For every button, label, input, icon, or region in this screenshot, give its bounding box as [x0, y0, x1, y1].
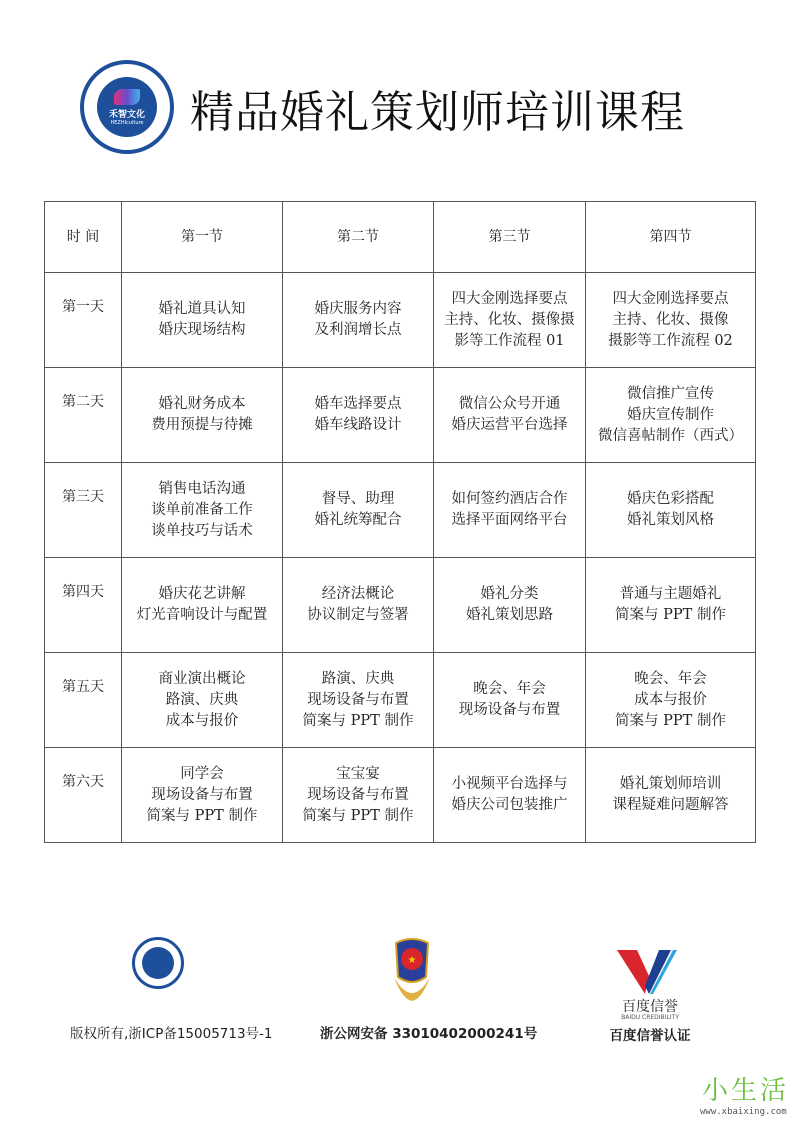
session-cell [122, 273, 283, 368]
session-topic: 督导、助理 [321, 491, 395, 507]
column-header: 时 间 [45, 202, 122, 273]
footer-company-logo [132, 937, 184, 989]
session-topic: 谈单技巧与话术 [151, 522, 253, 539]
watermark [690, 1070, 789, 1117]
session-cell [586, 653, 756, 748]
session-cell [434, 558, 586, 653]
session-cell [122, 748, 283, 843]
session-cell [586, 368, 756, 463]
session-topic: 简案与 PPT 制作 [302, 807, 414, 824]
column-header: 第一节 [122, 202, 283, 273]
session-topic: 经济法概论 [321, 586, 395, 602]
session-cell [434, 748, 586, 843]
session-topic: 婚庆运营平台选择 [451, 417, 568, 433]
session-cell [586, 463, 756, 558]
session-topic: 四大金刚选择要点 [612, 290, 729, 307]
session-cell [283, 273, 434, 368]
day-label: 第三天 [45, 463, 122, 558]
session-topic: 商业演出概论 [158, 670, 246, 687]
session-topic: 婚车线路设计 [314, 417, 402, 433]
table-row [45, 748, 756, 843]
session-cell [434, 273, 586, 368]
session-topic: 主持、化妆、摄像摄 [444, 311, 575, 328]
day-label: 第五天 [45, 653, 122, 748]
session-topic: 婚礼道具认知 [158, 301, 246, 317]
session-topic: 协议制定与签署 [307, 607, 409, 623]
day-label: 第四天 [45, 558, 122, 653]
session-topic: 摄影等工作流程 02 [608, 332, 733, 349]
session-cell [586, 558, 756, 653]
session-topic: 现场设备与布置 [307, 691, 409, 708]
baidu-credibility-logo [617, 950, 681, 994]
day-label: 第一天 [45, 273, 122, 368]
baidu-logo-text: 百度信誉 [622, 999, 678, 1015]
session-topic: 婚礼策划师培训 [619, 776, 722, 792]
session-cell [122, 558, 283, 653]
watermark-text: 小生活 [702, 1076, 790, 1106]
session-topic: 主持、化妆、摄像 [612, 311, 729, 328]
session-topic: 四大金刚选择要点 [451, 290, 568, 307]
column-header: 第二节 [283, 202, 434, 273]
session-cell [434, 368, 586, 463]
session-topic: 普通与主题婚礼 [619, 586, 722, 602]
session-topic: 现场设备与布置 [151, 786, 253, 803]
session-topic: 谈单前准备工作 [151, 501, 253, 518]
session-topic: 路演、庆典 [321, 670, 395, 687]
baidu-cert-text: 百度信誉认证 [609, 1028, 691, 1044]
session-topic: 婚庆公司包装推广 [451, 797, 568, 813]
table-row [45, 653, 756, 748]
table-row [45, 558, 756, 653]
svg-text:★: ★ [407, 955, 417, 966]
column-header: 第四节 [586, 202, 756, 273]
company-logo: 禾智文化 HEZHIculture [80, 60, 174, 154]
session-topic: 晚会、年会 [634, 670, 707, 687]
session-topic: 费用预提与待摊 [151, 417, 253, 433]
session-cell [122, 368, 283, 463]
session-topic: 同学会 [180, 765, 224, 782]
session-topic: 简案与 PPT 制作 [615, 712, 726, 729]
session-topic: 成本与报价 [165, 712, 239, 729]
session-topic: 婚庆现场结构 [158, 322, 246, 338]
session-topic: 晚会、年会 [473, 681, 546, 697]
table-header-row [45, 202, 756, 273]
session-topic: 简案与 PPT 制作 [146, 807, 258, 824]
session-topic: 简案与 PPT 制作 [302, 712, 414, 729]
session-topic: 灯光音响设计与配置 [136, 607, 268, 623]
session-topic: 微信喜帖制作（西式） [598, 427, 743, 444]
police-record-text: 浙公网安备 33010402000241号 [320, 1026, 538, 1042]
session-topic: 选择平面网络平台 [451, 512, 568, 528]
session-topic: 小视频平台选择与 [451, 776, 568, 792]
session-topic: 微信公众号开通 [458, 396, 561, 412]
session-cell [283, 558, 434, 653]
session-topic: 婚庆服务内容 [314, 301, 402, 317]
session-cell [122, 463, 283, 558]
session-topic: 成本与报价 [634, 691, 707, 708]
session-topic: 婚礼统筹配合 [314, 512, 402, 528]
session-cell [283, 748, 434, 843]
session-topic: 销售电话沟通 [158, 480, 246, 497]
session-cell [434, 653, 586, 748]
session-topic: 路演、庆典 [165, 691, 239, 708]
session-cell [586, 273, 756, 368]
day-label: 第六天 [45, 748, 122, 843]
session-cell [434, 463, 586, 558]
session-topic: 简案与 PPT 制作 [615, 607, 726, 623]
session-topic: 婚礼策划风格 [627, 512, 714, 528]
session-topic: 现场设备与布置 [458, 702, 561, 718]
session-cell [586, 748, 756, 843]
baidu-sub-text: BAIDU CREDIBILITY [621, 1014, 679, 1021]
session-topic: 微信推广宣传 [627, 385, 714, 402]
copyright-text: 版权所有,浙ICP备15005713号-1 [70, 1026, 273, 1042]
session-topic: 婚礼财务成本 [158, 396, 246, 412]
table-row [45, 368, 756, 463]
table-row [45, 273, 756, 368]
police-emblem-icon [392, 937, 432, 1007]
session-topic: 婚庆宣传制作 [627, 406, 714, 423]
course-schedule-table [44, 201, 756, 843]
session-topic: 婚庆色彩搭配 [627, 491, 714, 507]
page-title: 精品婚礼策划师培训课程 [190, 87, 685, 138]
session-topic: 如何签约酒店合作 [451, 491, 568, 507]
session-cell [283, 653, 434, 748]
session-topic: 婚礼策划思路 [466, 607, 553, 623]
session-topic: 及利润增长点 [314, 322, 402, 338]
watermark-url: www.xbaixing.com [700, 1107, 787, 1117]
session-cell [283, 463, 434, 558]
day-label: 第二天 [45, 368, 122, 463]
session-topic: 婚车选择要点 [314, 396, 402, 412]
session-topic: 现场设备与布置 [307, 786, 409, 803]
session-cell [122, 653, 283, 748]
session-topic: 宝宝宴 [336, 765, 380, 782]
session-topic: 婚庆花艺讲解 [158, 586, 246, 602]
session-topic: 婚礼分类 [480, 586, 539, 602]
session-topic: 影等工作流程 01 [454, 332, 565, 349]
table-row [45, 463, 756, 558]
session-topic: 课程疑难问题解答 [612, 797, 729, 813]
column-header: 第三节 [434, 202, 586, 273]
session-cell [283, 368, 434, 463]
